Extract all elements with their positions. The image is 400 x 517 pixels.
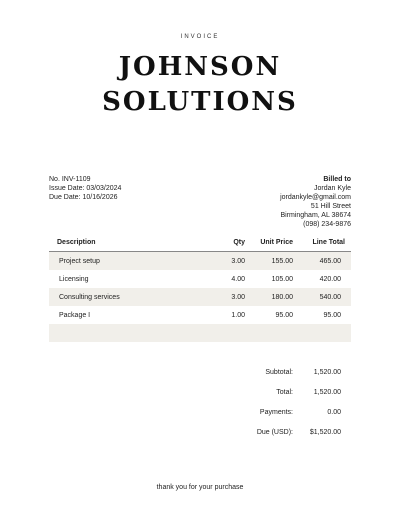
item-qty: 1.00 [231, 311, 245, 319]
header-line-total: Line Total [295, 233, 351, 252]
table-row [49, 270, 351, 288]
item-description: Project setup [49, 252, 203, 271]
invoice-details [49, 175, 121, 202]
client-name: Jordan Kyle [314, 185, 351, 192]
item-line-total: 540.00 [295, 288, 351, 306]
due-date: Due Date: 10/16/2026 [49, 194, 118, 201]
payments-value: 0.00 [327, 408, 341, 416]
item-description: Licensing [59, 275, 89, 283]
table-header-row [49, 233, 351, 252]
table-row [49, 252, 351, 271]
amount-due-label: Due (USD): [256, 428, 293, 436]
thank-you-note: thank you for your purchase [156, 484, 244, 491]
subtotal-label: Subtotal: [265, 368, 293, 376]
billed-to-block [280, 175, 351, 229]
payments-label: Payments: [259, 408, 293, 416]
totals-summary [257, 362, 341, 442]
header-qty: Qty [203, 233, 247, 252]
total-row [257, 382, 341, 402]
line-items-table [49, 233, 351, 342]
header-description: Description [49, 233, 203, 252]
item-qty: 3.00 [203, 252, 247, 271]
header-unit-price: Unit Price [247, 233, 295, 252]
company-name [0, 50, 400, 120]
amount-due-row [257, 422, 341, 442]
item-unit-price: 95.00 [275, 311, 293, 319]
item-qty: 3.00 [203, 288, 247, 306]
client-street: 51 Hill Street [310, 203, 351, 210]
document-type-label: INVOICE [180, 34, 220, 40]
item-unit-price: 180.00 [247, 288, 295, 306]
empty-table-row [49, 324, 351, 342]
table-row [49, 288, 351, 306]
item-line-total: 465.00 [295, 252, 351, 271]
subtotal-row [257, 362, 341, 382]
table-row [49, 306, 351, 324]
item-unit-price: 155.00 [247, 252, 295, 271]
total-label: Total: [276, 388, 293, 396]
item-unit-price: 105.00 [271, 275, 293, 283]
item-line-total: 420.00 [319, 275, 341, 283]
client-email: jordankyle@gmail.com [280, 194, 351, 201]
payments-row [257, 402, 341, 422]
company-name-line-2: SOLUTIONS [102, 87, 298, 117]
client-phone: (098) 234-9876 [303, 221, 351, 228]
item-qty: 4.00 [231, 275, 245, 283]
billed-to-heading: Billed to [323, 176, 351, 183]
client-city: Birmingham, AL 38674 [280, 212, 351, 219]
total-value: 1,520.00 [313, 388, 341, 396]
item-description: Consulting services [49, 288, 203, 306]
amount-due-value: $1,520.00 [309, 428, 341, 436]
invoice-number: No. INV-1109 [49, 176, 91, 183]
company-name-line-1: JOHNSON [118, 52, 282, 82]
subtotal-value: 1,520.00 [313, 368, 341, 376]
item-description: Package I [59, 311, 91, 319]
item-line-total: 95.00 [323, 311, 341, 319]
issue-date: Issue Date: 03/03/2024 [49, 185, 122, 192]
